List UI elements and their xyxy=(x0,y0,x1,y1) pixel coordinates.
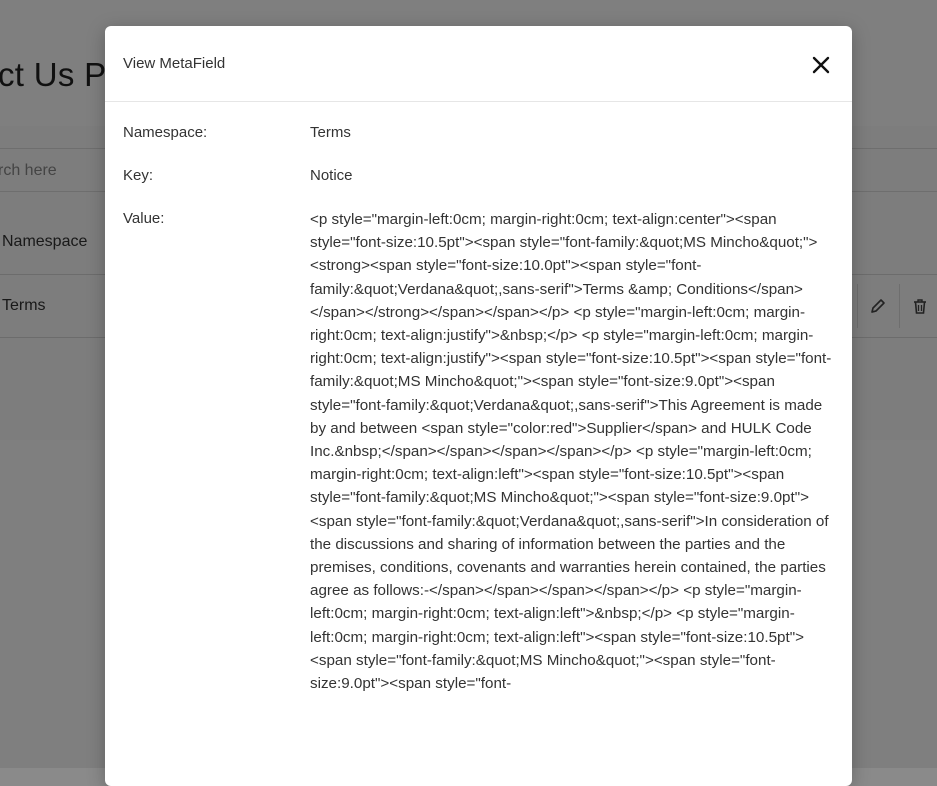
view-metafield-modal xyxy=(105,26,852,786)
namespace-value: Terms xyxy=(310,124,351,141)
value-label: Value: xyxy=(123,210,165,227)
close-icon xyxy=(812,56,830,74)
close-button[interactable] xyxy=(808,52,834,78)
key-value: Notice xyxy=(310,167,353,184)
namespace-label: Namespace: xyxy=(123,124,208,141)
key-label: Key: xyxy=(123,167,154,184)
modal-header xyxy=(105,26,852,102)
modal-title: View MetaField xyxy=(123,55,226,72)
value-content: <p style="margin-left:0cm; margin-right:0cm; text-align:center"><span style="font-size:10.5pt"><span style="font-family:&quot;MS Mincho&quot;"><strong><span style="font-size:10.0pt"><span style="font-family:&quot;Verdana&quot;,sans-serif">Terms &amp; Conditions</span></span></strong></span></span></p> <p style="margin-left:0cm; margin-right:0cm; text-align:justify">&nbsp;</p> <p style="margin-left:0cm; margin-right:0cm; text-align:justify"><span style="font-size:10.5pt"><span style="font-family:&quot;MS Mincho&quot;"><span style="font-size:9.0pt"><span style="font-family:&quot;Verdana&quot;,sans-serif">This Agreement is made by and between <span style="color:red">Supplier</span> and HULK Code Inc.&nbsp;</span></span></span></span></p> <p style="margin-left:0cm; margin-right:0cm; text-align:left"><span style="font-size:10.5pt"><span style="font-family:&quot;MS Mincho&quot;"><span style="font-size:9.0pt"><span style="font-family:&quot;Verdana&quot;,sans-serif">In consideration of the discussions and sharing of information between the parties and the premises, conditions, covenants and warranties herein contained, the parties agree as follows:-</span></span></span></span></p> <p style="margin-left:0cm; margin-right:0cm; text-align:left">&nbsp;</p> <p style="margin-left:0cm; margin-right:0cm; text-align:left"><span style="font-size:10.5pt"><span style="font-family:&quot;MS Mincho&quot;"><span style="font-size:9.0pt"><span style="font- xyxy=(310,211,832,693)
